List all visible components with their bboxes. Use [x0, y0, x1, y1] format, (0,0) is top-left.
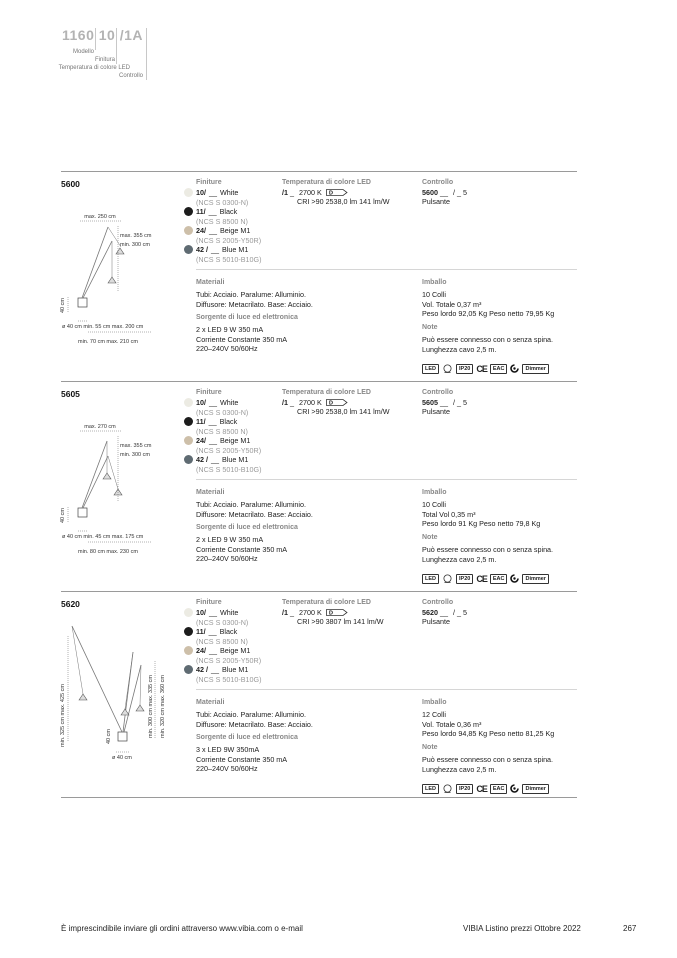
finish-option — [184, 188, 262, 198]
section-divider — [61, 171, 577, 172]
dim-bottom2-label: min. 80 cm max. 230 cm — [78, 549, 138, 555]
finish-name: Blue M1 — [222, 455, 249, 464]
control-blank: __ — [440, 398, 448, 407]
finish-code: 24/ — [196, 436, 206, 445]
sorgente-header: Sorgente di luce ed elettronica — [196, 314, 298, 321]
dim-bottom1-label: ø 40 cm min. 55 cm max. 200 cm — [62, 324, 144, 330]
energy-class: D — [328, 190, 333, 196]
led-badge: LED — [422, 784, 439, 794]
note-line: Lunghezza cavo 2,5 m. — [422, 344, 497, 354]
dim-top-label: max. 270 cm — [84, 424, 116, 430]
code-part-finish: 10 — [98, 27, 116, 43]
lamp-base — [78, 298, 87, 307]
lamp-arm — [83, 241, 112, 298]
sub-divider — [196, 479, 577, 480]
dimmer-badge: Dimmer — [522, 784, 548, 794]
source-line: Corriente Constante 350 mA — [196, 754, 288, 764]
note-header: Note — [422, 744, 438, 751]
temp-blank: _ — [290, 398, 294, 407]
footer-catalog: VIBIA Listino prezzi Ottobre 2022 — [463, 924, 581, 933]
finish-blank: __ — [211, 245, 219, 254]
dim-right2-label: min. 300 cm — [120, 242, 150, 248]
finish-option — [184, 417, 262, 427]
eac-badge: EAC — [490, 574, 508, 584]
material-line: Diffusore: Metacrilato. Base: Acciaio. — [196, 719, 313, 729]
finish-code: 10/ — [196, 188, 206, 197]
finish-ncs: (NCS S 8500 N) — [196, 426, 248, 436]
finish-option — [184, 436, 262, 446]
sub-divider — [196, 689, 577, 690]
materiali-header: Materiali — [196, 489, 225, 496]
cri-line: CRI >90 2538,0 lm 141 lm/W — [297, 197, 390, 206]
legend-label-modello: Modello — [72, 49, 94, 55]
finish-blank: __ — [211, 665, 219, 674]
finish-code: 11/ — [196, 207, 206, 216]
temp-code: /1 — [282, 188, 288, 197]
lamp-arm — [82, 441, 107, 508]
control-code: 5600 — [422, 188, 438, 197]
source-line: 2 x LED 9 W 350 mA — [196, 535, 264, 544]
materiali-header: Materiali — [196, 279, 225, 286]
material-line: Tubi: Acciaio. Paralume: Alluminio. — [196, 290, 306, 299]
control-code: 5620 — [422, 608, 438, 617]
finish-list — [184, 398, 262, 474]
legend-label-controllo: Controllo — [118, 73, 143, 79]
note-line: Può essere connesso con o senza spina. — [422, 335, 554, 344]
finish-option — [184, 627, 262, 637]
packing-line: Peso lordo 92,05 Kg Peso netto 79,95 Kg — [422, 309, 555, 318]
dim-vleft-label: min. 325 cm max. 425 cm — [60, 684, 66, 747]
source-line: 3 x LED 9W 350mA — [196, 745, 260, 754]
energy-class: D — [328, 610, 333, 616]
sorgente-header: Sorgente di luce ed elettronica — [196, 524, 298, 531]
legend-label-finitura: Finitura — [94, 57, 115, 63]
materiali-header: Materiali — [196, 699, 225, 706]
section-divider — [61, 797, 577, 798]
finish-name: Beige M1 — [220, 436, 251, 445]
dimmer-badge: Dimmer — [522, 364, 548, 374]
packing-line: 10 Colli — [422, 290, 446, 299]
finish-name: Blue M1 — [222, 665, 249, 674]
finish-swatch — [184, 436, 193, 445]
finish-ncs: (NCS S 2005-Y50R) — [196, 445, 262, 455]
control-name: Pulsante — [422, 617, 450, 626]
certification-icons — [422, 360, 549, 378]
dim-left-label: 40 cm — [60, 508, 66, 523]
section-divider — [61, 591, 577, 592]
lamp-shade — [121, 709, 129, 715]
controllo-header: Controllo — [422, 389, 454, 396]
dimmer-icon — [510, 780, 519, 798]
finish-blank: __ — [208, 207, 217, 216]
section-divider — [61, 381, 577, 382]
finish-blank: __ — [209, 226, 217, 235]
bulb-icon — [442, 360, 453, 378]
finish-name: Beige M1 — [220, 646, 251, 655]
finish-code: 24/ — [196, 646, 206, 655]
dimmer-icon — [510, 570, 519, 588]
code-part-led: /1A — [119, 27, 144, 43]
certification-icons — [422, 780, 549, 798]
led-badge: LED — [422, 364, 439, 374]
lamp-cable — [72, 626, 83, 694]
finish-swatch — [184, 627, 193, 636]
finish-blank: __ — [209, 608, 217, 617]
eac-badge: EAC — [490, 364, 508, 374]
bulb-icon — [442, 780, 453, 798]
packing-list — [422, 710, 554, 739]
note-line: Lunghezza cavo 2,5 m. — [422, 764, 497, 774]
finiture-header: Finiture — [196, 599, 222, 606]
lamp-arm — [82, 227, 108, 298]
imballo-header: Imballo — [422, 699, 447, 706]
control-blank: __ — [440, 188, 448, 197]
control-suffix: / _ 5 — [453, 188, 467, 197]
dim-left-label: 40 cm — [106, 729, 112, 744]
finish-name: Black — [219, 627, 238, 636]
control-suffix: / _ 5 — [453, 398, 467, 407]
lamp-arm — [72, 626, 122, 732]
cri-line: CRI >90 3807 lm 141 lm/W — [297, 617, 384, 626]
packing-list — [422, 500, 540, 529]
finish-option — [184, 646, 262, 656]
ce-mark: CE — [476, 363, 487, 374]
finish-code: 10/ — [196, 608, 206, 617]
imballo-header: Imballo — [422, 279, 447, 286]
temperatura-header: Temperatura di colore LED — [282, 179, 371, 186]
finish-option — [184, 455, 262, 465]
finish-swatch — [184, 245, 193, 254]
finish-blank: __ — [209, 188, 217, 197]
finish-blank: __ — [208, 627, 217, 636]
source-line: 220–240V 50/60Hz — [196, 344, 258, 353]
lamp-dimension-drawing — [52, 201, 172, 351]
temperatura-header: Temperatura di colore LED — [282, 389, 371, 396]
imballo-header: Imballo — [422, 489, 447, 496]
finish-ncs: (NCS S 8500 N) — [196, 216, 248, 226]
ip20-badge: IP20 — [456, 784, 473, 794]
finish-blank: __ — [211, 455, 219, 464]
finish-swatch — [184, 188, 193, 197]
material-line: Tubi: Acciaio. Paralume: Alluminio. — [196, 500, 306, 509]
code-part-model: 1160 — [62, 27, 95, 43]
control-suffix: / _ 5 — [453, 608, 467, 617]
finish-swatch — [184, 226, 193, 235]
finish-code: 42 / — [196, 245, 208, 254]
finish-code: 11/ — [196, 627, 206, 636]
source-list — [196, 535, 287, 564]
energy-class: D — [328, 400, 333, 406]
packing-line: 12 Colli — [422, 710, 446, 719]
temp-value: 2700 K — [299, 608, 322, 617]
ce-mark: CE — [476, 573, 487, 584]
dim-vmid2-label: min. 320 cm max. 360 cm — [160, 675, 166, 738]
finish-swatch — [184, 665, 193, 674]
materials-list — [196, 500, 313, 519]
dim-right1-label: max. 355 cm — [120, 233, 152, 239]
notes-list — [422, 755, 553, 774]
certification-icons — [422, 570, 549, 588]
temp-blank: _ — [290, 188, 294, 197]
finish-ncs: (NCS S 0300-N) — [196, 407, 249, 417]
note-line: Può essere connesso con o senza spina. — [422, 755, 554, 764]
dimmer-badge: Dimmer — [522, 574, 548, 584]
finish-name: Black — [219, 417, 238, 426]
lamp-cable — [108, 456, 118, 489]
code-legend — [62, 27, 143, 43]
finish-name: Blue M1 — [222, 245, 249, 254]
finish-swatch — [184, 417, 193, 426]
temp-value: 2700 K — [299, 188, 322, 197]
finish-blank: __ — [208, 417, 217, 426]
packing-line: Total Vol 0,35 m³ — [422, 509, 476, 519]
material-line: Diffusore: Metacrilato. Base: Acciaio. — [196, 509, 313, 519]
sub-divider — [196, 269, 577, 270]
notes-list — [422, 545, 553, 564]
dim-right1-label: max. 355 cm — [120, 443, 152, 449]
bulb-icon — [442, 570, 453, 588]
lamp-shade — [79, 694, 87, 700]
finish-option — [184, 608, 262, 618]
finish-ncs: (NCS S 0300-N) — [196, 197, 249, 207]
cri-line: CRI >90 2538,0 lm 141 lm/W — [297, 407, 390, 416]
finiture-header: Finiture — [196, 179, 222, 186]
material-line: Tubi: Acciaio. Paralume: Alluminio. — [196, 710, 306, 719]
material-line: Diffusore: Metacrilato. Base: Acciaio. — [196, 299, 313, 309]
temp-blank: _ — [290, 608, 294, 617]
packing-list — [422, 290, 554, 319]
finish-blank: __ — [209, 436, 217, 445]
lamp-shade — [136, 705, 144, 711]
note-header: Note — [422, 324, 438, 331]
lamp-dimension-drawing — [52, 411, 172, 561]
control-blank: __ — [440, 608, 448, 617]
temp-value: 2700 K — [299, 398, 322, 407]
finish-code: 42 / — [196, 665, 208, 674]
lamp-base — [118, 732, 127, 741]
materials-list — [196, 290, 313, 309]
temperatura-header: Temperatura di colore LED — [282, 599, 371, 606]
sorgente-header: Sorgente di luce ed elettronica — [196, 734, 298, 741]
finish-ncs: (NCS S 2005-Y50R) — [196, 655, 262, 665]
source-line: Corriente Constante 350 mA — [196, 334, 288, 344]
dim-bottom2-label: min. 70 cm max. 210 cm — [78, 339, 138, 345]
dim-right2-label: min. 300 cm — [120, 452, 150, 458]
lamp-shade — [103, 473, 111, 479]
control-code: 5605 — [422, 398, 438, 407]
model-number: 5600 — [61, 179, 80, 189]
dim-vmid1-label: min. 300 cm max. 335 cm — [148, 675, 154, 738]
source-line: Corriente Constante 350 mA — [196, 544, 288, 554]
finish-option — [184, 245, 262, 255]
legend-label-temperatura: Temperatura di colore LED — [58, 65, 130, 71]
finish-code: 42 / — [196, 455, 208, 464]
finish-swatch — [184, 455, 193, 464]
packing-line: Vol. Totale 0,37 m³ — [422, 299, 482, 309]
source-line: 220–240V 50/60Hz — [196, 764, 258, 773]
finish-swatch — [184, 646, 193, 655]
finish-ncs: (NCS S 2005-Y50R) — [196, 235, 262, 245]
finish-ncs: (NCS S 5010-B10G) — [196, 464, 262, 474]
finish-code: 10/ — [196, 398, 206, 407]
finish-ncs: (NCS S 5010-B10G) — [196, 254, 262, 264]
finish-name: Black — [219, 207, 238, 216]
lamp-shade — [108, 277, 116, 283]
dim-left-label: 40 cm — [60, 298, 66, 313]
dim-bottom-label: ø 40 cm — [112, 755, 132, 761]
note-line: Può essere connesso con o senza spina. — [422, 545, 554, 554]
dim-bottom1-label: ø 40 cm min. 45 cm max. 175 cm — [62, 534, 144, 540]
page-number: 267 — [623, 924, 637, 933]
eac-badge: EAC — [490, 784, 508, 794]
lamp-cable — [140, 665, 141, 705]
ce-mark: CE — [476, 783, 487, 794]
lamp-dimension-drawing — [52, 621, 172, 771]
finish-option — [184, 665, 262, 675]
led-badge: LED — [422, 574, 439, 584]
source-list — [196, 325, 287, 354]
finish-name: White — [220, 608, 239, 617]
note-line: Lunghezza cavo 2,5 m. — [422, 554, 497, 564]
control-name: Pulsante — [422, 197, 450, 206]
packing-line: 10 Colli — [422, 500, 446, 509]
finish-blank: __ — [209, 398, 217, 407]
finish-ncs: (NCS S 5010-B10G) — [196, 674, 262, 684]
packing-line: Vol. Totale 0,36 m³ — [422, 719, 482, 729]
finish-name: Beige M1 — [220, 226, 251, 235]
source-line: 2 x LED 9 W 350 mA — [196, 325, 264, 334]
lamp-arm — [83, 456, 108, 508]
finish-option — [184, 226, 262, 236]
finish-option — [184, 398, 262, 408]
finish-swatch — [184, 608, 193, 617]
ip20-badge: IP20 — [456, 364, 473, 374]
materials-list — [196, 710, 313, 729]
finish-list — [184, 188, 262, 264]
finish-name: White — [220, 398, 239, 407]
controllo-header: Controllo — [422, 179, 454, 186]
finish-ncs: (NCS S 0300-N) — [196, 617, 249, 627]
temp-code: /1 — [282, 608, 288, 617]
finish-code: 24/ — [196, 226, 206, 235]
finish-ncs: (NCS S 8500 N) — [196, 636, 248, 646]
packing-line: Peso lordo 91 Kg Peso netto 79,8 Kg — [422, 519, 541, 528]
source-list — [196, 745, 287, 774]
packing-line: Peso lordo 94,85 Kg Peso netto 81,25 Kg — [422, 729, 555, 738]
model-number: 5620 — [61, 599, 80, 609]
lamp-base — [78, 508, 87, 517]
notes-list — [422, 335, 553, 354]
finish-code: 11/ — [196, 417, 206, 426]
finish-swatch — [184, 207, 193, 216]
note-header: Note — [422, 534, 438, 541]
model-number: 5605 — [61, 389, 80, 399]
footer-note: È imprescindibile inviare gli ordini attraverso www.vibia.com o e-mail — [61, 924, 303, 933]
finish-swatch — [184, 398, 193, 407]
dim-top-label: max. 250 cm — [84, 214, 116, 220]
lamp-shade — [116, 248, 124, 254]
control-name: Pulsante — [422, 407, 450, 416]
controllo-header: Controllo — [422, 599, 454, 606]
dimmer-icon — [510, 360, 519, 378]
finish-blank: __ — [209, 646, 217, 655]
finiture-header: Finiture — [196, 389, 222, 396]
source-line: 220–240V 50/60Hz — [196, 554, 258, 563]
temp-code: /1 — [282, 398, 288, 407]
ip20-badge: IP20 — [456, 574, 473, 584]
finish-option — [184, 207, 262, 217]
finish-list — [184, 608, 262, 684]
finish-name: White — [220, 188, 239, 197]
